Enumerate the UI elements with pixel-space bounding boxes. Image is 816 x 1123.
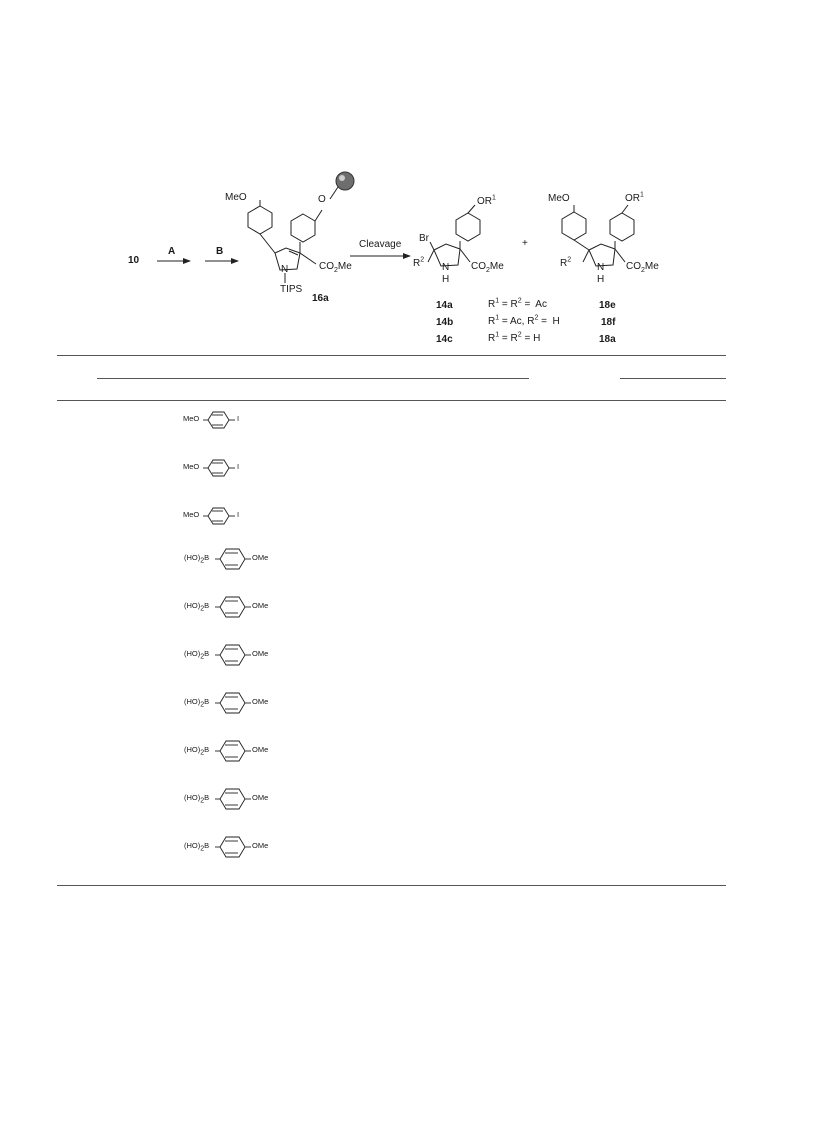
ester-label-18: $CO_2Me$ bbox=[626, 261, 659, 274]
legend-right-18a: 18a bbox=[599, 334, 616, 345]
iodine-label: I bbox=[237, 462, 240, 471]
boronic-acid-label: $(HO)_2B$ bbox=[184, 745, 210, 757]
legend-right-18e: 18e bbox=[599, 300, 616, 311]
table-row bbox=[184, 787, 284, 811]
benzene-ring-icon bbox=[184, 643, 284, 667]
or1-label-14: $OR^1$ bbox=[477, 194, 496, 207]
aryl-ring-left-18 bbox=[562, 212, 586, 240]
boronic-acid-label: $(HO)_2B$ bbox=[184, 697, 210, 709]
boronic-acid-label: $(HO)_2B$ bbox=[184, 553, 210, 565]
nh-h-14: H bbox=[442, 274, 450, 285]
ether-oxygen-16a: O bbox=[318, 194, 326, 205]
or1-label-18: $OR^1$ bbox=[625, 191, 644, 204]
table-header-bottom-rule bbox=[57, 400, 726, 401]
ome-label: OMe bbox=[252, 553, 269, 562]
table-subheader-rule-right bbox=[620, 378, 726, 379]
ester-label-14: $CO_2Me$ bbox=[471, 261, 504, 274]
aryl-ring-right-18 bbox=[610, 213, 634, 241]
ome-label: OMe bbox=[252, 841, 269, 850]
nitrogen-16a: N bbox=[281, 264, 289, 275]
table-row bbox=[183, 458, 263, 478]
ome-label: OMe bbox=[252, 649, 269, 658]
legend-right-18f: 18f bbox=[601, 317, 616, 328]
table-bottom-rule bbox=[57, 885, 726, 886]
legend-left-14b: 14b bbox=[436, 317, 454, 328]
legend-left-14c: 14c bbox=[436, 334, 453, 345]
table-row bbox=[183, 410, 263, 430]
benzene-ring-icon bbox=[183, 410, 263, 430]
meo-label: MeO bbox=[183, 414, 200, 423]
boronic-acid-label: $(HO)_2B$ bbox=[184, 601, 210, 613]
legend-def-14b: $R^1 = Ac$, $R^2 = H$ bbox=[488, 314, 560, 327]
ome-label: OMe bbox=[252, 793, 269, 802]
aryl-ring-right-16a bbox=[291, 214, 315, 242]
benzene-ring-icon bbox=[184, 691, 284, 715]
benzene-ring-icon bbox=[184, 835, 284, 859]
boronic-acid-label: $(HO)_2B$ bbox=[184, 649, 210, 661]
meo-label-16a: MeO bbox=[225, 192, 247, 203]
table-row bbox=[183, 506, 263, 526]
meo-label: MeO bbox=[183, 510, 200, 519]
table-row bbox=[184, 595, 284, 619]
ome-label: OMe bbox=[252, 601, 269, 610]
aryl-ring-14 bbox=[456, 213, 480, 241]
ome-label: OMe bbox=[252, 745, 269, 754]
benzene-ring-icon bbox=[183, 458, 263, 478]
scheme-drawing bbox=[0, 0, 816, 360]
table-row bbox=[184, 691, 284, 715]
step-b-label: B bbox=[216, 246, 224, 257]
r2-label-14: $R^2$ bbox=[413, 256, 425, 269]
benzene-ring-icon bbox=[184, 739, 284, 763]
benzene-ring-icon bbox=[184, 547, 284, 571]
start-compound-label: 10 bbox=[128, 255, 140, 266]
step-a-label: A bbox=[168, 246, 176, 257]
table-top-rule bbox=[57, 355, 726, 356]
benzene-ring-icon bbox=[183, 506, 263, 526]
resin-bead-icon bbox=[336, 172, 354, 190]
legend-def-14a: $R^1 = R^2 = Ac$ bbox=[488, 297, 547, 310]
table-row bbox=[184, 739, 284, 763]
nitrogen-14: N bbox=[442, 262, 450, 273]
table-row bbox=[184, 643, 284, 667]
plus-sign: + bbox=[522, 238, 528, 249]
ome-label: OMe bbox=[252, 697, 269, 706]
nitrogen-18: N bbox=[597, 262, 605, 273]
benzene-ring-icon bbox=[184, 787, 284, 811]
br-label-14: Br bbox=[419, 233, 429, 244]
benzene-ring-icon bbox=[184, 595, 284, 619]
meo-label: MeO bbox=[183, 462, 200, 471]
table-row bbox=[184, 835, 284, 859]
boronic-acid-label: $(HO)_2B$ bbox=[184, 793, 210, 805]
iodine-label: I bbox=[237, 510, 240, 519]
cleavage-label: Cleavage bbox=[359, 239, 402, 250]
nh-h-18: H bbox=[597, 274, 605, 285]
resin-bead-highlight bbox=[339, 175, 345, 181]
ester-label-16a: $CO_2Me$ bbox=[319, 261, 352, 274]
iodine-label: I bbox=[237, 414, 240, 423]
boronic-acid-label: $(HO)_2B$ bbox=[184, 841, 210, 853]
legend-def-14c: $R^1 = R^2 = H$ bbox=[488, 331, 541, 344]
legend-left-14a: 14a bbox=[436, 300, 453, 311]
table-subheader-rule-left bbox=[97, 378, 529, 379]
r2-label-18: $R^2$ bbox=[560, 256, 572, 269]
intermediate-label-16a: 16a bbox=[312, 293, 329, 304]
meo-label-18: MeO bbox=[548, 193, 570, 204]
tips-label: TIPS bbox=[280, 284, 303, 295]
aryl-ring-left-16a bbox=[248, 206, 272, 234]
table-row bbox=[184, 547, 284, 571]
